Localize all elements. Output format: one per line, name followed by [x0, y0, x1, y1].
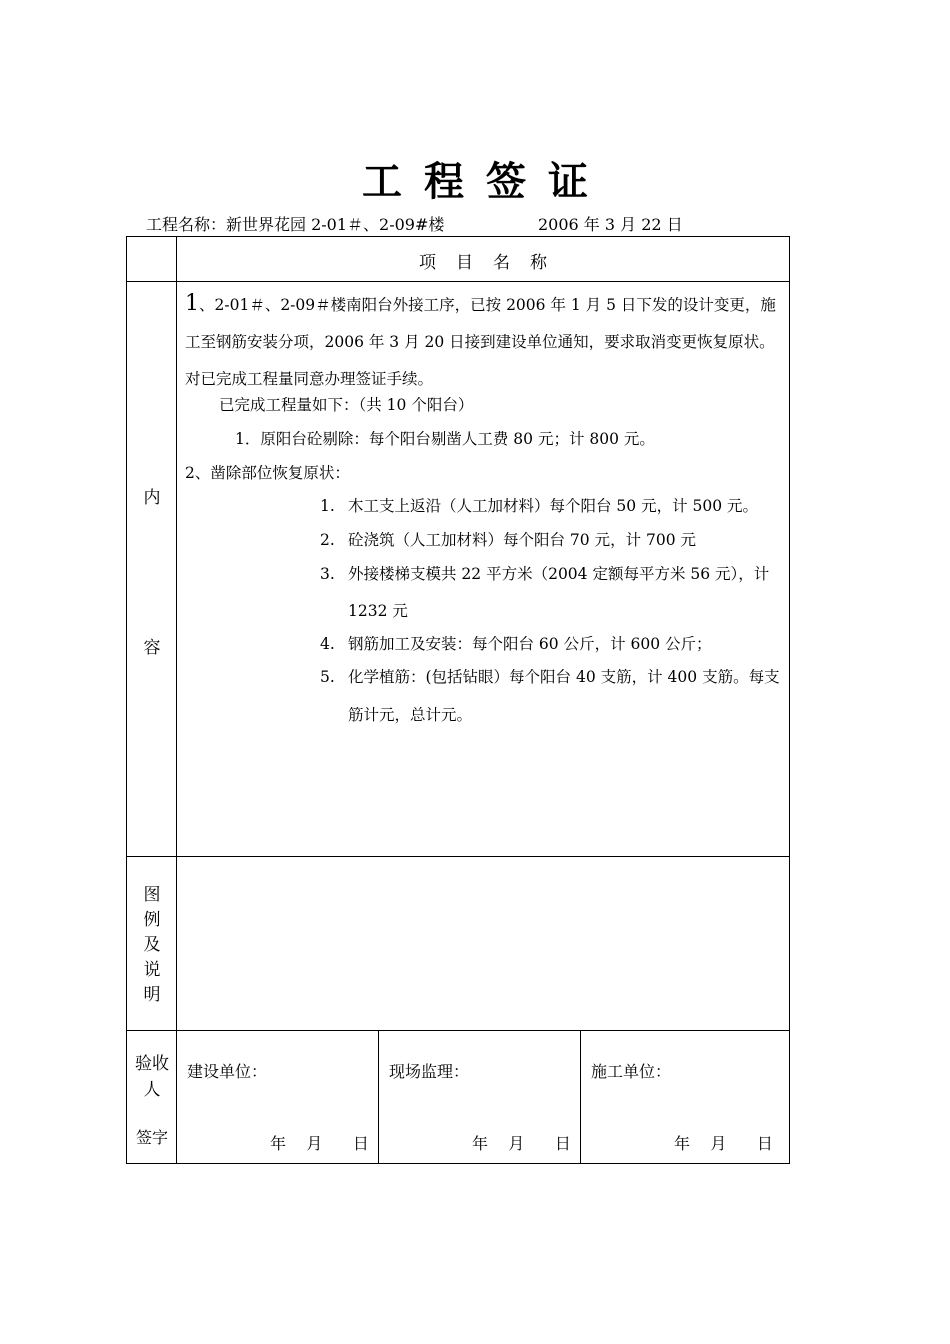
- title-char: 工: [362, 159, 424, 205]
- paragraph-text: 、2-01＃、2-09＃楼南阳台外接工序，已按 2006 年 1 月 5 日下发的设计变更，施工至钢筋安装分项，2006 年 3 月 20 日接到建设单位通知，要求取消变更恢复原状。对已完成工程量同意办理签证手续。: [185, 296, 776, 388]
- content-divider: [127, 856, 789, 857]
- owner-sign-date: [270, 1131, 369, 1154]
- month-label: 月: [508, 1134, 525, 1153]
- signature-cell-supervisor: [379, 1031, 580, 1163]
- content-paragraph: [185, 285, 785, 398]
- supervisor-label: 现场监理：: [389, 1062, 470, 1081]
- restore-item-continuation: 1232 元: [348, 602, 408, 620]
- month-label: 月: [306, 1134, 323, 1153]
- year-label: 年: [674, 1134, 691, 1153]
- content-label-char: 容: [143, 638, 161, 658]
- content-body: [185, 285, 785, 398]
- signature-cell-owner: [177, 1031, 378, 1163]
- item-number: 1.: [320, 497, 335, 515]
- legend-label-char: 图: [143, 885, 161, 905]
- item-text: 化学植筋：(包括钻眼）每个阳台 40 支筋，计 400 支筋。每支: [348, 668, 780, 686]
- project-name: 工程名称：新世界花园 2-01＃、2-09#楼: [146, 215, 445, 234]
- item-text: 木工支上返沿（人工加材料）每个阳台 50 元，计 500 元。: [348, 497, 759, 515]
- item-number: 4.: [320, 635, 335, 653]
- month-label: 月: [710, 1134, 727, 1153]
- paragraph-number: 1: [185, 291, 199, 316]
- title-char: 签: [486, 159, 548, 205]
- title-char: 程: [424, 159, 486, 205]
- restore-item: [320, 632, 712, 654]
- signature-label: 签字: [135, 1128, 168, 1147]
- signature-cell-contractor: [581, 1031, 788, 1163]
- contractor-sign-date: [674, 1131, 773, 1154]
- day-label: 日: [756, 1134, 773, 1153]
- acceptance-label-person: 人: [143, 1080, 161, 1100]
- title-char: 证: [548, 159, 610, 205]
- supervisor-sign-date: [472, 1131, 571, 1154]
- content-label-char: 内: [143, 488, 161, 508]
- restore-item: [320, 494, 758, 516]
- acceptance-label: 验收: [135, 1054, 169, 1074]
- day-label: 日: [554, 1134, 571, 1153]
- contractor-unit-label: 施工单位：: [591, 1062, 672, 1081]
- restore-item: [320, 562, 769, 584]
- legend-label-char: 例: [143, 910, 161, 930]
- item-text: 砼浇筑（人工加材料）每个阳台 70 元，计 700 元: [348, 531, 697, 549]
- visa-form-table: [126, 236, 790, 1164]
- item-number: 3.: [320, 565, 335, 583]
- item-number: 2.: [320, 531, 335, 549]
- document-title: [0, 150, 950, 207]
- restore-item: [320, 528, 696, 550]
- owner-unit-label: 建设单位：: [187, 1062, 268, 1081]
- item-text: 外接楼梯支模共 22 平方米（2004 定额每平方米 56 元），计: [348, 565, 770, 583]
- item-number: 5.: [320, 668, 335, 686]
- document-date: 2006 年 3 月 22 日: [538, 215, 683, 234]
- year-label: 年: [270, 1134, 287, 1153]
- legend-label-char: 说: [143, 960, 161, 980]
- item-text: 钢筋加工及安装：每个阳台 60 公斤，计 600 公斤；: [348, 635, 712, 653]
- day-label: 日: [352, 1134, 369, 1153]
- table-header-project-item: 项目名称: [419, 252, 567, 273]
- restore-item: [320, 665, 780, 687]
- section-restore-heading: 2、凿除部位恢复原状：: [185, 464, 350, 482]
- legend-label-char: 明: [143, 985, 161, 1005]
- legend-label-char: 及: [143, 935, 161, 955]
- completed-quantity-line: 已完成工程量如下：（共 10 个阳台）: [219, 396, 474, 414]
- demolish-item: 1．原阳台砼剔除：每个阳台剔凿人工费 80 元；计 800 元。: [235, 430, 655, 448]
- year-label: 年: [472, 1134, 489, 1153]
- restore-item-continuation: 筋计元，总计元。: [348, 706, 473, 724]
